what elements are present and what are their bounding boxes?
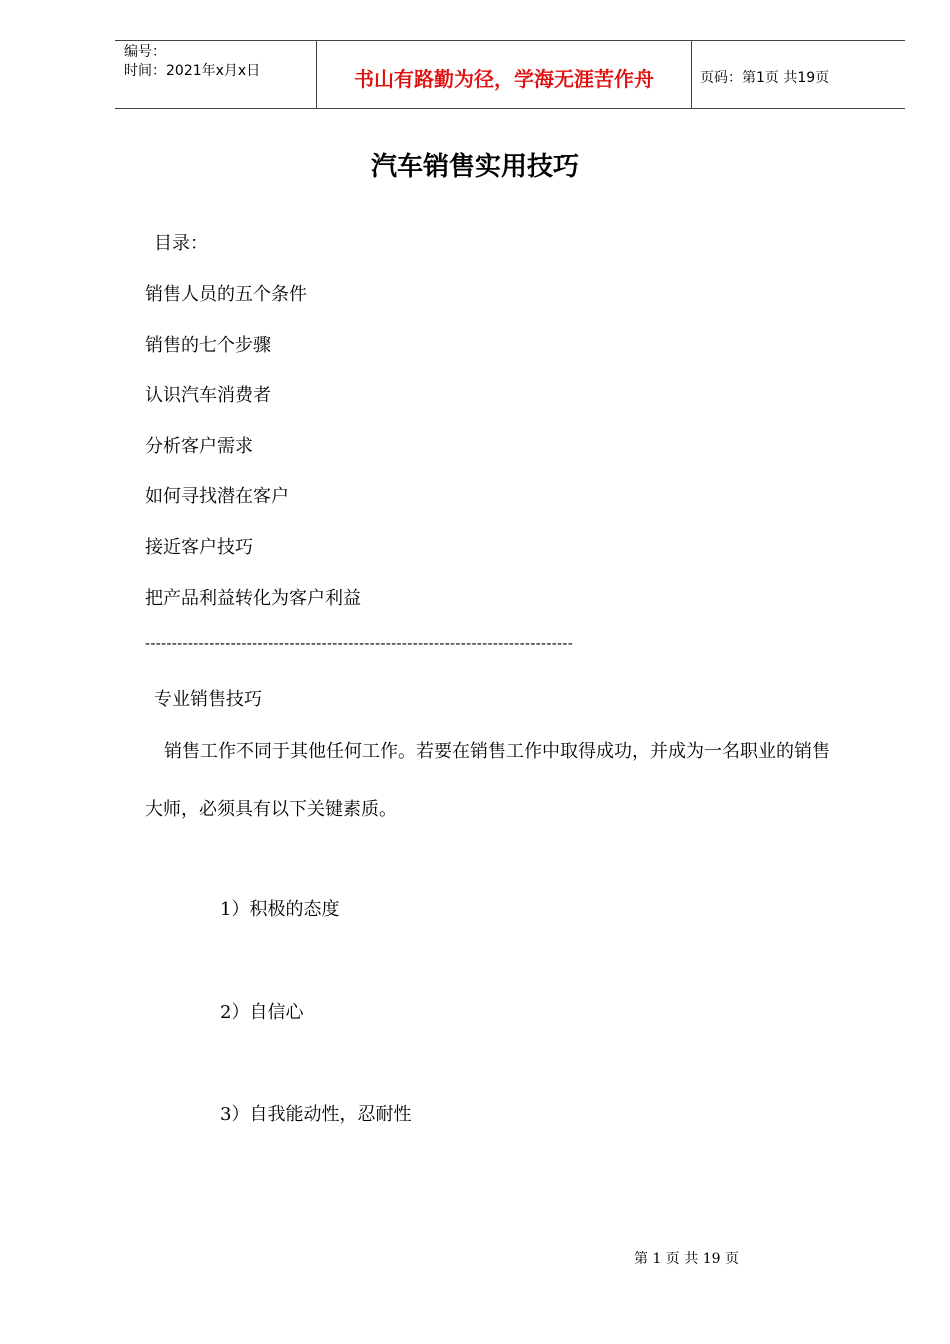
toc-item: 接近客户技巧 <box>145 537 253 558</box>
date-label: 时间：2021年x月x日 <box>124 63 261 79</box>
quality-item: 3）自我能动性，忍耐性 <box>220 1104 412 1125</box>
section-divider: -------------------------------------------------------------------------------- <box>145 636 574 652</box>
document-header <box>115 40 905 109</box>
header-motto-cell <box>316 41 692 108</box>
toc-item: 认识汽车消费者 <box>145 385 271 406</box>
toc-item: 销售的七个步骤 <box>145 335 271 356</box>
document-title: 汽车销售实用技巧 <box>370 152 579 182</box>
toc-item: 销售人员的五个条件 <box>145 284 307 305</box>
toc-item: 把产品利益转化为客户利益 <box>145 588 361 609</box>
footer-page-number: 第 1 页 共 19 页 <box>634 1251 739 1267</box>
header-page-number: 页码：第1页 共19页 <box>700 70 830 86</box>
header-info-cell <box>115 41 316 108</box>
toc-label: 目录： <box>154 233 208 254</box>
header-page-cell <box>691 41 905 108</box>
toc-item: 分析客户需求 <box>145 436 253 457</box>
motto-text: 书山有路勤为径，学海无涯苦作舟 <box>354 67 654 91</box>
paragraph-line: 大师，必须具有以下关键素质。 <box>145 799 397 820</box>
quality-item: 2）自信心 <box>220 1002 304 1023</box>
toc-item: 如何寻找潜在客户 <box>145 486 289 507</box>
paragraph-line: 销售工作不同于其他任何工作。若要在销售工作中取得成功，并成为一名职业的销售 <box>164 741 830 762</box>
serial-number-label: 编号： <box>124 44 166 60</box>
quality-item: 1）积极的态度 <box>220 899 340 920</box>
section-title: 专业销售技巧 <box>154 689 262 710</box>
